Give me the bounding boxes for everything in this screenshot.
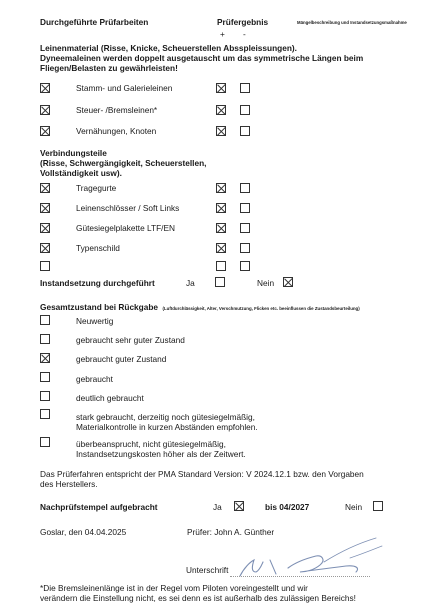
section2-line2: (Risse, Schwergängigkeit, Scheuerstellen, — [40, 158, 207, 168]
handwritten-signature — [230, 532, 400, 582]
stamp-ja-checkbox[interactable] — [234, 501, 244, 511]
stark-gebraucht-checkbox[interactable] — [40, 409, 50, 419]
header-col-maengel: Mängelbeschreibung und Instandsetzungsmaßnahme — [297, 20, 407, 25]
sehr-gut-label: gebraucht sehr guter Zustand — [76, 335, 185, 345]
repair-ja-checkbox[interactable] — [215, 277, 225, 287]
typenschild-minus-checkbox[interactable] — [240, 243, 250, 253]
deutlich-gebraucht-label: deutlich gebraucht — [76, 393, 144, 403]
neuwertig-checkbox[interactable] — [40, 315, 50, 325]
overall-note: (Luftdurchlässigkeit, Alter, Verschmutzung, Flicken etc. beeinflussen die Zustandsbeurteilung) — [162, 306, 360, 311]
place-date: Goslar, den 04.04.2025 — [40, 527, 127, 537]
signature-label: Unterschrift — [186, 565, 229, 575]
stamp-label: Nachprüfstempel aufgebracht — [40, 502, 158, 512]
deutlich-gebraucht-checkbox[interactable] — [40, 391, 50, 401]
leinenschloesser-pass-checkbox[interactable] — [40, 203, 50, 213]
footnote: *Die Bremsleinenlänge ist in der Regel vom Piloten voreingestellt und wir — [40, 583, 308, 593]
repair-ja-label: Ja — [186, 278, 195, 288]
sehr-gut-checkbox[interactable] — [40, 334, 50, 344]
vernaehungen-plus-checkbox[interactable] — [216, 126, 226, 136]
leinenschloesser-plus-checkbox[interactable] — [216, 203, 226, 213]
gebraucht-label: gebraucht — [76, 374, 113, 384]
ueberbeansprucht-checkbox[interactable] — [40, 437, 50, 447]
ueberbeansprucht-label-2: Instandsetzungskosten höher als der Zeitwert. — [76, 449, 246, 459]
vernaehungen-minus-checkbox[interactable] — [240, 126, 250, 136]
stark-gebraucht-label: stark gebraucht, derzeitig noch gütesiegelmäßig, — [76, 412, 255, 422]
repair-nein-checkbox[interactable] — [283, 277, 293, 287]
empty-minus-checkbox[interactable] — [240, 261, 250, 271]
overall-title: Gesamtzustand bei Rückgabe — [40, 302, 159, 312]
guetesiegel-pass-checkbox[interactable] — [40, 223, 50, 233]
steuer-minus-checkbox[interactable] — [240, 105, 250, 115]
neuwertig-label: Neuwertig — [76, 316, 114, 326]
gebraucht-checkbox[interactable] — [40, 372, 50, 382]
tragegurte-pass-checkbox[interactable] — [40, 183, 50, 193]
stamm-minus-checkbox[interactable] — [240, 83, 250, 93]
vernaehungen-pass-checkbox[interactable] — [40, 126, 50, 136]
header-plus: + — [220, 29, 225, 39]
stark-gebraucht-label-2: Materialkontrolle in kurzen Abständen empfohlen. — [76, 422, 258, 432]
ueberbeansprucht-label: überbeansprucht, nicht gütesiegelmäßig, — [76, 439, 226, 449]
repair-label: Instandsetzung durchgeführt — [40, 278, 155, 288]
footnote-2: verändern die Einstellung nicht, es sei denn es ist außerhalb des zulässigen Bereichs! — [40, 593, 356, 603]
section2-title: Verbindungsteile — [40, 148, 107, 158]
leinenschloesser-label: Leinenschlösser / Soft Links — [76, 203, 180, 213]
guetesiegel-label: Gütesiegelplakette LTF/EN — [76, 223, 175, 233]
tragegurte-label: Tragegurte — [76, 183, 117, 193]
pma-statement-2: des Herstellers. — [40, 479, 98, 489]
steuer-plus-checkbox[interactable] — [216, 105, 226, 115]
stamm-plus-checkbox[interactable] — [216, 83, 226, 93]
section2-line3: Vollständigkeit usw). — [40, 168, 122, 178]
empty-pass-checkbox[interactable] — [40, 261, 50, 271]
guetesiegel-plus-checkbox[interactable] — [216, 223, 226, 233]
pma-statement: Das Prüferfahren entspricht der PMA Standard Version: V 2024.12.1 bzw. den Vorgaben — [40, 469, 364, 479]
repair-nein-label: Nein — [257, 278, 275, 288]
typenschild-plus-checkbox[interactable] — [216, 243, 226, 253]
section1-title: Leinenmaterial (Risse, Knicke, Scheuerstellen Absspleissungen). — [40, 43, 297, 53]
guter-zustand-checkbox[interactable] — [40, 353, 50, 363]
stamm-label: Stamm- und Galerieleinen — [76, 83, 173, 93]
signature-line — [230, 576, 370, 577]
steuer-pass-checkbox[interactable] — [40, 105, 50, 115]
section1-line2: Dyneemaleinen werden doppelt ausgetauscht um das symmetrische Längen beim — [40, 53, 364, 63]
empty-plus-checkbox[interactable] — [216, 261, 226, 271]
stamm-pass-checkbox[interactable] — [40, 83, 50, 93]
guetesiegel-minus-checkbox[interactable] — [240, 223, 250, 233]
vernaehungen-label: Vernähungen, Knoten — [76, 126, 157, 136]
tragegurte-minus-checkbox[interactable] — [240, 183, 250, 193]
steuer-label: Steuer- /Bremsleinen* — [76, 105, 158, 115]
stamp-until: bis 04/2027 — [265, 502, 310, 512]
stamp-nein-checkbox[interactable] — [373, 501, 383, 511]
header-minus: - — [243, 29, 246, 39]
typenschild-pass-checkbox[interactable] — [40, 243, 50, 253]
section1-line3: Fliegen/Belasten zu gewährleisten! — [40, 63, 178, 73]
stamp-nein-label: Nein — [345, 502, 363, 512]
guter-zustand-label: gebraucht guter Zustand — [76, 354, 167, 364]
header-col-pruefarbeiten: Durchgeführte Prüfarbeiten — [40, 17, 149, 27]
typenschild-label: Typenschild — [76, 243, 120, 253]
header-col-pruefergebnis: Prüfergebnis — [217, 17, 269, 27]
tragegurte-plus-checkbox[interactable] — [216, 183, 226, 193]
leinenschloesser-minus-checkbox[interactable] — [240, 203, 250, 213]
stamp-ja-label: Ja — [213, 502, 222, 512]
inspector: Prüfer: John A. Günther — [187, 527, 275, 537]
